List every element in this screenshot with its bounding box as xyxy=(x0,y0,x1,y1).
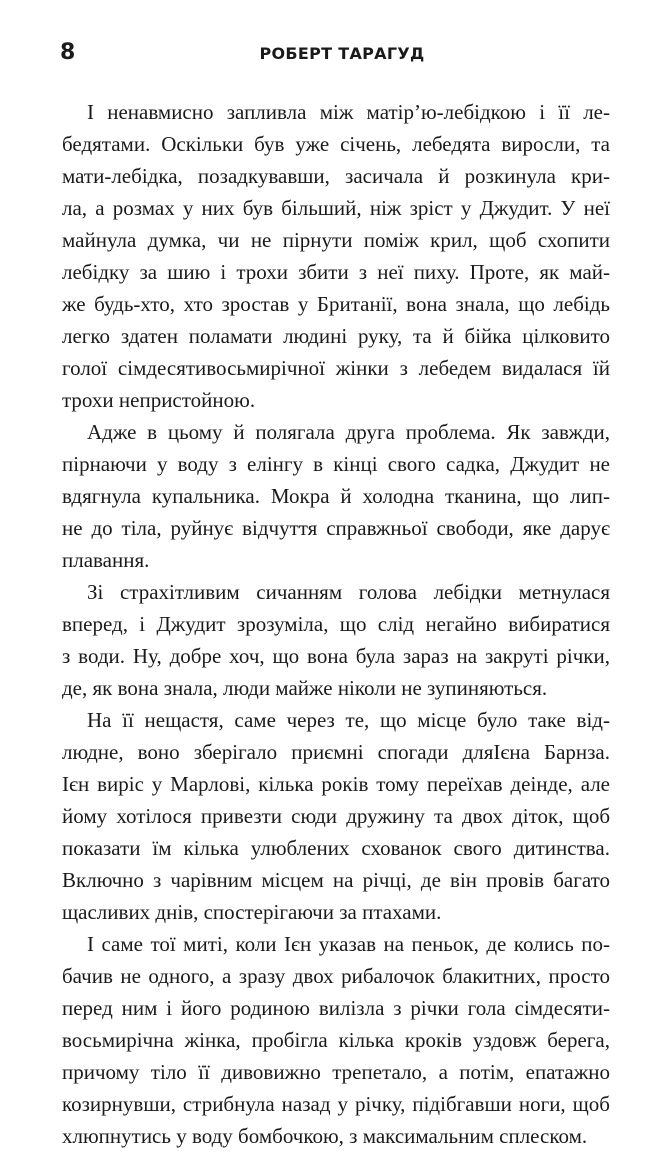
text-line: з води. Ну, добре хоч, що вона була зараз на закруті річки, xyxy=(62,644,610,668)
text-line: Ієн виріс у Марлові, кілька років тому переїхав деінде, але xyxy=(62,772,610,796)
text-line: легко здатен поламати людині руку, та й бійка цілковито xyxy=(62,324,610,348)
paragraph xyxy=(62,576,610,704)
text-line: же будь-хто, хто зростав у Британії, вона знала, що лебідь xyxy=(62,292,610,316)
text-line: пірнаючи у воду з елінгу в кінці свого садка, Джудит не xyxy=(62,452,610,476)
text-line: восьмирічна жінка, пробігла кілька кроків уздовж берега, xyxy=(62,1028,610,1052)
text-line: І ненавмисно запливла між матір’ю-лебідкою і її ле- xyxy=(87,100,610,124)
page-body-text xyxy=(62,96,610,1152)
paragraph xyxy=(62,416,610,576)
text-line: На її нещастя, саме через те, що місце було таке від- xyxy=(87,708,610,732)
page-number: 8 xyxy=(60,40,76,65)
paragraph xyxy=(62,928,610,1152)
text-line: Включно з чарівним місцем на річці, де він провів багато xyxy=(62,868,610,892)
text-line: хлюпнутись у воду бомбочкою, з максимальним сплеском. xyxy=(62,1124,588,1148)
text-line: перед ним і його родиною вилізла з річки гола сімдесяти- xyxy=(62,996,610,1020)
text-line: бедятами. Оскільки був уже січень, лебедята виросли, та xyxy=(62,132,610,156)
text-line: вперед, і Джудит зрозуміла, що слід негайно вибиратися xyxy=(62,612,610,636)
text-line: Зі страхітливим сичанням голова лебідки метнулася xyxy=(87,580,610,604)
text-line: ла, а розмах у них був більший, ніж зріст у Джудит. У неї xyxy=(62,196,610,220)
text-line: причому тіло її дивовижно трепетало, а потім, епатажно xyxy=(62,1060,610,1084)
text-line: людне, воно зберігало приємні спогади дляІєна Барнза. xyxy=(62,740,610,764)
text-line: не до тіла, руйнує відчуття справжньої свободи, яке дарує xyxy=(62,516,610,540)
text-line: трохи непристойною. xyxy=(62,388,256,412)
text-line: йому хотілося привезти сюди дружину та двох діток, щоб xyxy=(62,804,610,828)
text-line: щасливих днів, спостерігаючи за птахами. xyxy=(62,900,442,924)
text-line: майнула думка, чи не пірнути поміж крил, щоб схопити xyxy=(62,228,610,252)
text-line: де, як вона знала, люди майже ніколи не зупиняються. xyxy=(62,676,548,700)
text-line: плавання. xyxy=(62,548,150,572)
paragraph xyxy=(62,704,610,928)
text-line: І саме тої миті, коли Ієн указав на пеньок, де колись по- xyxy=(87,932,610,956)
text-line: вдягнула купальника. Мокра й холодна тканина, що лип- xyxy=(62,484,610,508)
text-line: бачив не одного, а зразу двох рибалочок блакитних, просто xyxy=(62,964,610,988)
text-line: показати їм кілька улюблених схованок свого дитинства. xyxy=(62,836,610,860)
text-line: лебідку за шию і трохи збити з неї пиху. Проте, як май- xyxy=(62,260,610,284)
text-line: голої сімдесятивосьмирічної жінки з лебедем видалася їй xyxy=(62,356,610,380)
text-line: Адже в цьому й полягала друга проблема. Як завжди, xyxy=(87,420,610,444)
text-line: мати-лебідка, позадкувавши, засичала й розкинула кри- xyxy=(62,164,610,188)
running-title: РОБЕРТ ТАРАГУД xyxy=(259,44,425,63)
text-line: козирнувши, стрибнула назад у річку, підібгавши ноги, щоб xyxy=(62,1092,610,1116)
paragraph xyxy=(62,96,610,416)
